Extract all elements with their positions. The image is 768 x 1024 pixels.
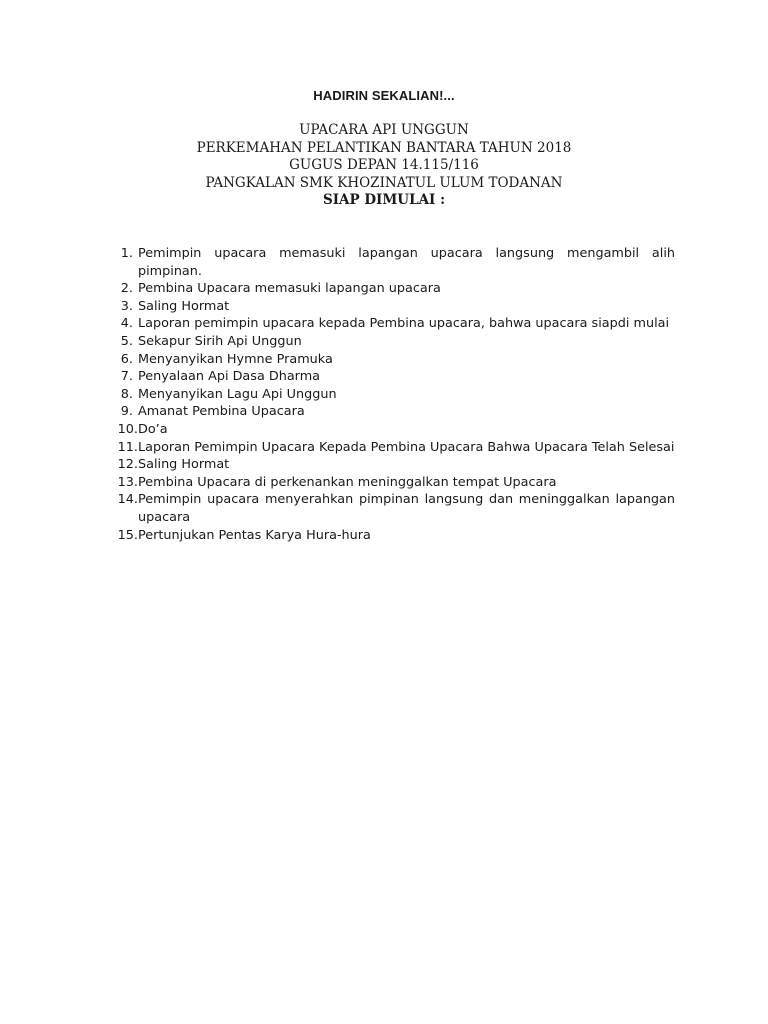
agenda-item-text: Sekapur Sirih Api Unggun [138, 333, 302, 349]
heading-ready-to-start: SIAP DIMULAI : [322, 192, 446, 208]
agenda-item-text: Pertunjukan Pentas Karya Hura-hura [138, 527, 371, 543]
agenda-item-number: 4. [120, 316, 133, 332]
agenda-item-number: 9. [120, 404, 133, 420]
agenda-item [100, 280, 675, 298]
event-heading [0, 122, 768, 210]
agenda-item [100, 527, 675, 545]
agenda-item [100, 245, 675, 280]
agenda-item-number: 8. [120, 386, 133, 402]
agenda-item-text: Laporan pemimpin upacara kepada Pembina upacara, bahwa upacara siapdi mulai [138, 316, 670, 332]
agenda-item-number: 3. [120, 298, 133, 314]
agenda-item [100, 491, 675, 526]
agenda-item [100, 351, 675, 369]
agenda-item [100, 368, 675, 386]
agenda-item [100, 403, 675, 421]
agenda-item [100, 315, 675, 333]
agenda-item-text: Pemimpin upacara menyerahkan pimpinan langsung dan meninggalkan lapangan upacara [138, 492, 675, 525]
greeting-title: HADIRIN SEKALIAN!... [313, 88, 455, 103]
agenda-item-text: Amanat Pembina Upacara [138, 404, 305, 420]
agenda-item [100, 474, 675, 492]
agenda-list [100, 245, 675, 544]
heading-event-occasion: PERKEMAHAN PELANTIKAN BANTARA TAHUN 2018 [196, 139, 572, 156]
agenda-item-text: Penyalaan Api Dasa Dharma [138, 369, 320, 385]
heading-troop-number: GUGUS DEPAN 14.115/116 [289, 157, 479, 173]
agenda-item-text: Pemimpin upacara memasuki lapangan upacara langsung mengambil alih pimpinan. [138, 246, 675, 279]
agenda-item-text: Menyanyikan Hymne Pramuka [138, 351, 333, 367]
agenda-item-number: 5. [120, 333, 133, 349]
agenda-item-number: 7. [120, 369, 133, 385]
agenda-item-text: Menyanyikan Lagu Api Unggun [138, 386, 337, 402]
agenda-item-number: 11. [117, 439, 138, 455]
agenda-item-text: Pembina Upacara di perkenankan meninggalkan tempat Upacara [138, 474, 557, 490]
agenda-item [100, 421, 675, 439]
agenda-item-text: Pembina Upacara memasuki lapangan upacara [138, 281, 441, 297]
agenda-item [100, 298, 675, 316]
heading-event-name: UPACARA API UNGGUN [299, 122, 469, 138]
agenda-item-number: 12. [117, 457, 138, 473]
agenda-item-text: Saling Hormat [138, 457, 230, 473]
agenda-item-text: Laporan Pemimpin Upacara Kepada Pembina Upacara Bahwa Upacara Telah Selesai [138, 439, 675, 455]
agenda-item-number: 13. [117, 474, 138, 490]
agenda-item-number: 10. [117, 421, 138, 437]
agenda-item [100, 333, 675, 351]
heading-school-base: PANGKALAN SMK KHOZINATUL ULUM TODANAN [205, 174, 563, 191]
agenda-item-number: 14. [117, 492, 138, 508]
agenda-item-number: 15. [117, 527, 138, 543]
agenda-item [100, 456, 675, 474]
agenda-item [100, 386, 675, 404]
agenda-item-text: Do’a [138, 421, 168, 437]
agenda-item-number: 2. [120, 281, 133, 297]
agenda-item-text: Saling Hormat [138, 298, 230, 314]
agenda-item-number: 6. [120, 351, 133, 367]
agenda-item [100, 439, 675, 457]
agenda-item-number: 1. [120, 246, 133, 261]
